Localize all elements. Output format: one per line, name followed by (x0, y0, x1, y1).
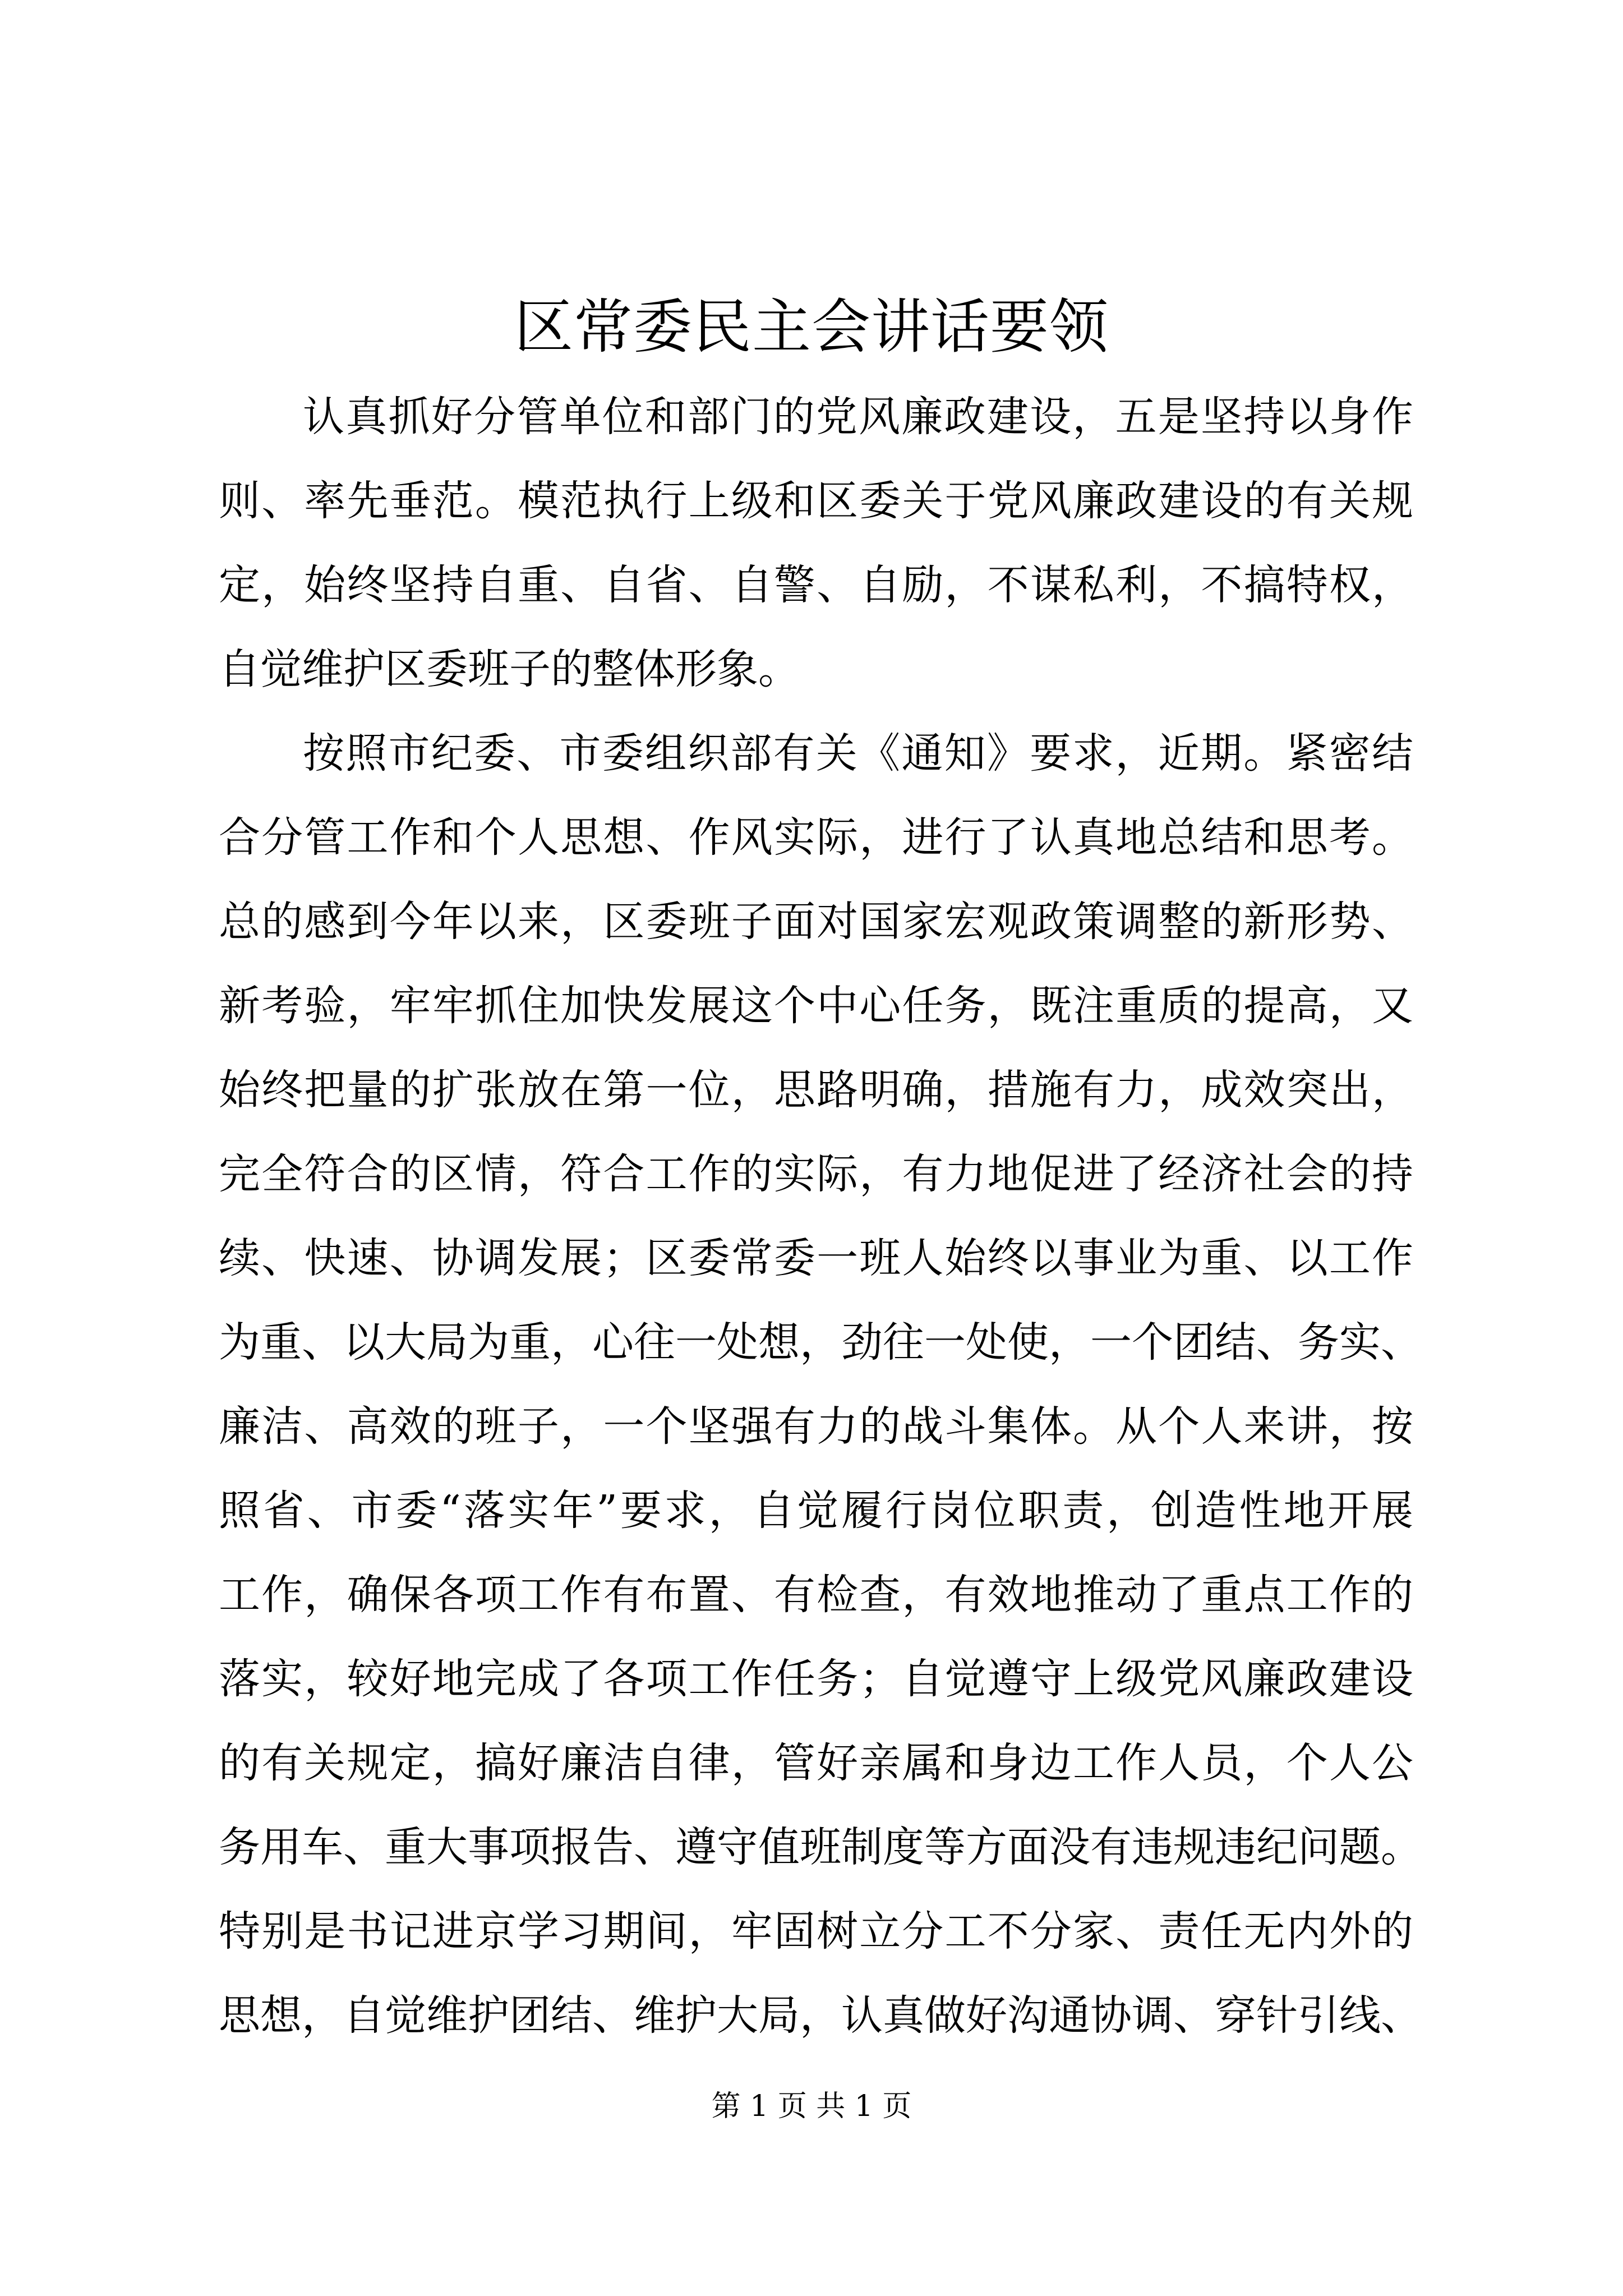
paragraph-2-line-9: 廉洁、高效的班子，一个坚强有力的战斗集体。从个人来讲，按 (219, 1402, 1413, 1451)
document-title: 区常委民主会讲话要领 (514, 293, 1109, 361)
paragraph-2-line-13: 的有关规定，搞好廉洁自律，管好亲属和身边工作人员，个人公 (219, 1739, 1413, 1787)
paragraph-2-line-2: 合分管工作和个人思想、作风实际，进行了认真地总结和思考。 (219, 813, 1413, 862)
paragraph-1-line-1: 认真抓好分管单位和部门的党风廉政建设，五是坚持以身作 (303, 393, 1413, 441)
paragraph-2-line-6: 完全符合的区情，符合工作的实际，有力地促进了经济社会的持 (219, 1150, 1413, 1198)
paragraph-2-line-3: 总的感到今年以来，区委班子面对国家宏观政策调整的新形势、 (219, 898, 1413, 946)
paragraph-2-line-8: 为重、以大局为重，心往一处想，劲往一处使，一个团结、务实、 (219, 1318, 1422, 1366)
paragraph-2-line-1: 按照市纪委、市委组织部有关《通知》要求，近期。紧密结 (303, 729, 1413, 777)
paragraph-2-line-10: 照省、市委“落实年”要求，自觉履行岗位职责，创造性地开展 (219, 1487, 1413, 1535)
paragraph-2-line-14: 务用车、重大事项报告、遵守值班制度等方面没有违规违纪问题。 (219, 1823, 1422, 1871)
paragraph-2-line-11: 工作，确保各项工作有布置、有检查，有效地推动了重点工作的 (219, 1571, 1413, 1619)
paragraph-2-line-15: 特别是书记进京学习期间，牢固树立分工不分家、责任无内外的 (219, 1907, 1413, 1955)
paragraph-2-line-7: 续、快速、协调发展；区委常委一班人始终以事业为重、以工作 (219, 1234, 1413, 1282)
paragraph-2-line-12: 落实，较好地完成了各项工作任务；自觉遵守上级党风廉政建设 (219, 1655, 1413, 1703)
paragraph-2-line-5: 始终把量的扩张放在第一位，思路明确，措施有力，成效突出， (219, 1066, 1413, 1114)
paragraph-1-line-3: 定，始终坚持自重、自省、自警、自励，不谋私利，不搞特权， (219, 561, 1413, 609)
paragraph-1-line-4: 自觉维护区委班子的整体形象。 (219, 645, 800, 693)
paragraph-1-line-2: 则、率先垂范。模范执行上级和区委关于党风廉政建设的有关规 (219, 477, 1413, 525)
paragraph-2-line-16: 思想，自觉维护团结、维护大局，认真做好沟通协调、穿针引线、 (219, 1991, 1422, 2040)
paragraph-2-line-4: 新考验，牢牢抓住加快发展这个中心任务，既注重质的提高，又 (219, 982, 1413, 1030)
page-number-footer: 第 1 页 共 1 页 (711, 2090, 912, 2123)
